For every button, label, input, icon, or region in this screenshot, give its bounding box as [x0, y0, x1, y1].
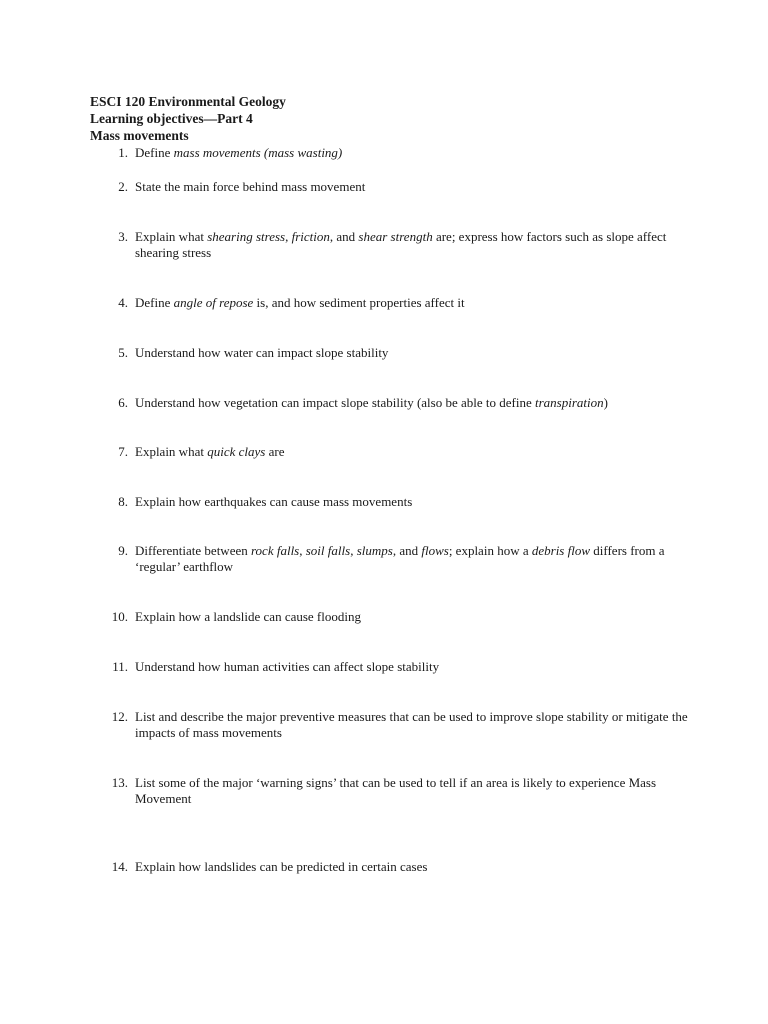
text-run: are — [265, 444, 285, 459]
list-item-number: 3. — [118, 229, 128, 244]
italic-term: shearing stress — [207, 229, 286, 244]
italic-term: rock falls — [250, 543, 300, 558]
text-run: Explain how landslides can be predicted in certain cases — [135, 859, 428, 874]
course-title: ESCI 120 Environmental Geology — [90, 94, 286, 109]
italic-term: angle of repose — [173, 295, 254, 310]
list-item-text — [135, 345, 690, 361]
list-item-number: 7. — [118, 444, 128, 459]
italic-term: soil falls — [305, 543, 351, 558]
objectives-heading: Learning objectives—Part 4 — [90, 111, 253, 126]
list-item-text — [135, 295, 690, 311]
list-item-number: 10. — [111, 609, 128, 624]
text-run: , and — [329, 229, 359, 244]
italic-term: friction — [291, 229, 330, 244]
text-run: differs from a ‘regular’ earthflow — [135, 543, 665, 574]
list-item-number: 6. — [118, 395, 128, 410]
text-run: Define — [135, 145, 174, 160]
list-item-number: 14. — [111, 859, 128, 874]
list-item-number: 2. — [118, 179, 128, 194]
list-item-text — [135, 775, 690, 807]
text-run: , — [285, 229, 292, 244]
italic-term: flows — [421, 543, 449, 558]
list-item-text — [135, 395, 690, 411]
text-run: ; explain how a — [448, 543, 532, 558]
list-item-text — [135, 179, 690, 195]
list-item-text — [135, 494, 690, 510]
italic-term: quick clays — [207, 444, 266, 459]
topic-heading: Mass movements — [90, 128, 189, 143]
text-run: Understand how water can impact slope stability — [135, 345, 389, 360]
text-run: Explain what — [135, 229, 208, 244]
list-item-text — [135, 859, 690, 875]
text-run: , — [350, 543, 357, 558]
text-run: Understand how vegetation can impact slope stability (also be able to define — [135, 395, 535, 410]
italic-term: slumps — [356, 543, 393, 558]
list-item-text — [135, 444, 690, 460]
list-item-text — [135, 659, 690, 675]
text-run: Explain how a landslide can cause flooding — [135, 609, 361, 624]
text-run: State the main force behind mass movement — [135, 179, 366, 194]
list-item-number: 8. — [118, 494, 128, 509]
text-run: List some of the major ‘warning signs’ that can be used to tell if an area is likely to experience Mass Movement — [135, 775, 657, 806]
text-run: is, and how sediment properties affect it — [253, 295, 465, 310]
italic-term: transpiration — [535, 395, 604, 410]
list-item-text — [135, 145, 690, 161]
text-run: are; express how factors such as slope affect shearing stress — [135, 229, 667, 260]
text-run: Explain how earthquakes can cause mass movements — [135, 494, 413, 509]
list-item-number: 5. — [118, 345, 128, 360]
list-item-number: 4. — [118, 295, 128, 310]
text-run: , — [299, 543, 306, 558]
list-item-number: 13. — [111, 775, 128, 790]
list-item-number: 11. — [112, 659, 128, 674]
list-item-number: 12. — [111, 709, 128, 724]
text-run: ) — [603, 395, 608, 410]
italic-term: debris flow — [531, 543, 591, 558]
italic-term: shear strength — [358, 229, 433, 244]
text-run: Understand how human activities can affect slope stability — [135, 659, 440, 674]
list-item-number: 9. — [118, 543, 128, 558]
text-run: Differentiate between — [135, 543, 251, 558]
list-item-text — [135, 709, 690, 741]
list-item-text — [135, 229, 690, 261]
list-item-text — [135, 609, 690, 625]
list-item-number: 1. — [118, 145, 128, 160]
list-item-text — [135, 543, 690, 575]
text-run: Define — [135, 295, 174, 310]
text-run: Explain what — [135, 444, 208, 459]
text-run: , and — [392, 543, 422, 558]
text-run: List and describe the major preventive measures that can be used to improve slope stability or mitigate the impacts of mass movements — [135, 709, 688, 740]
italic-term: mass movements (mass wasting) — [173, 145, 343, 160]
